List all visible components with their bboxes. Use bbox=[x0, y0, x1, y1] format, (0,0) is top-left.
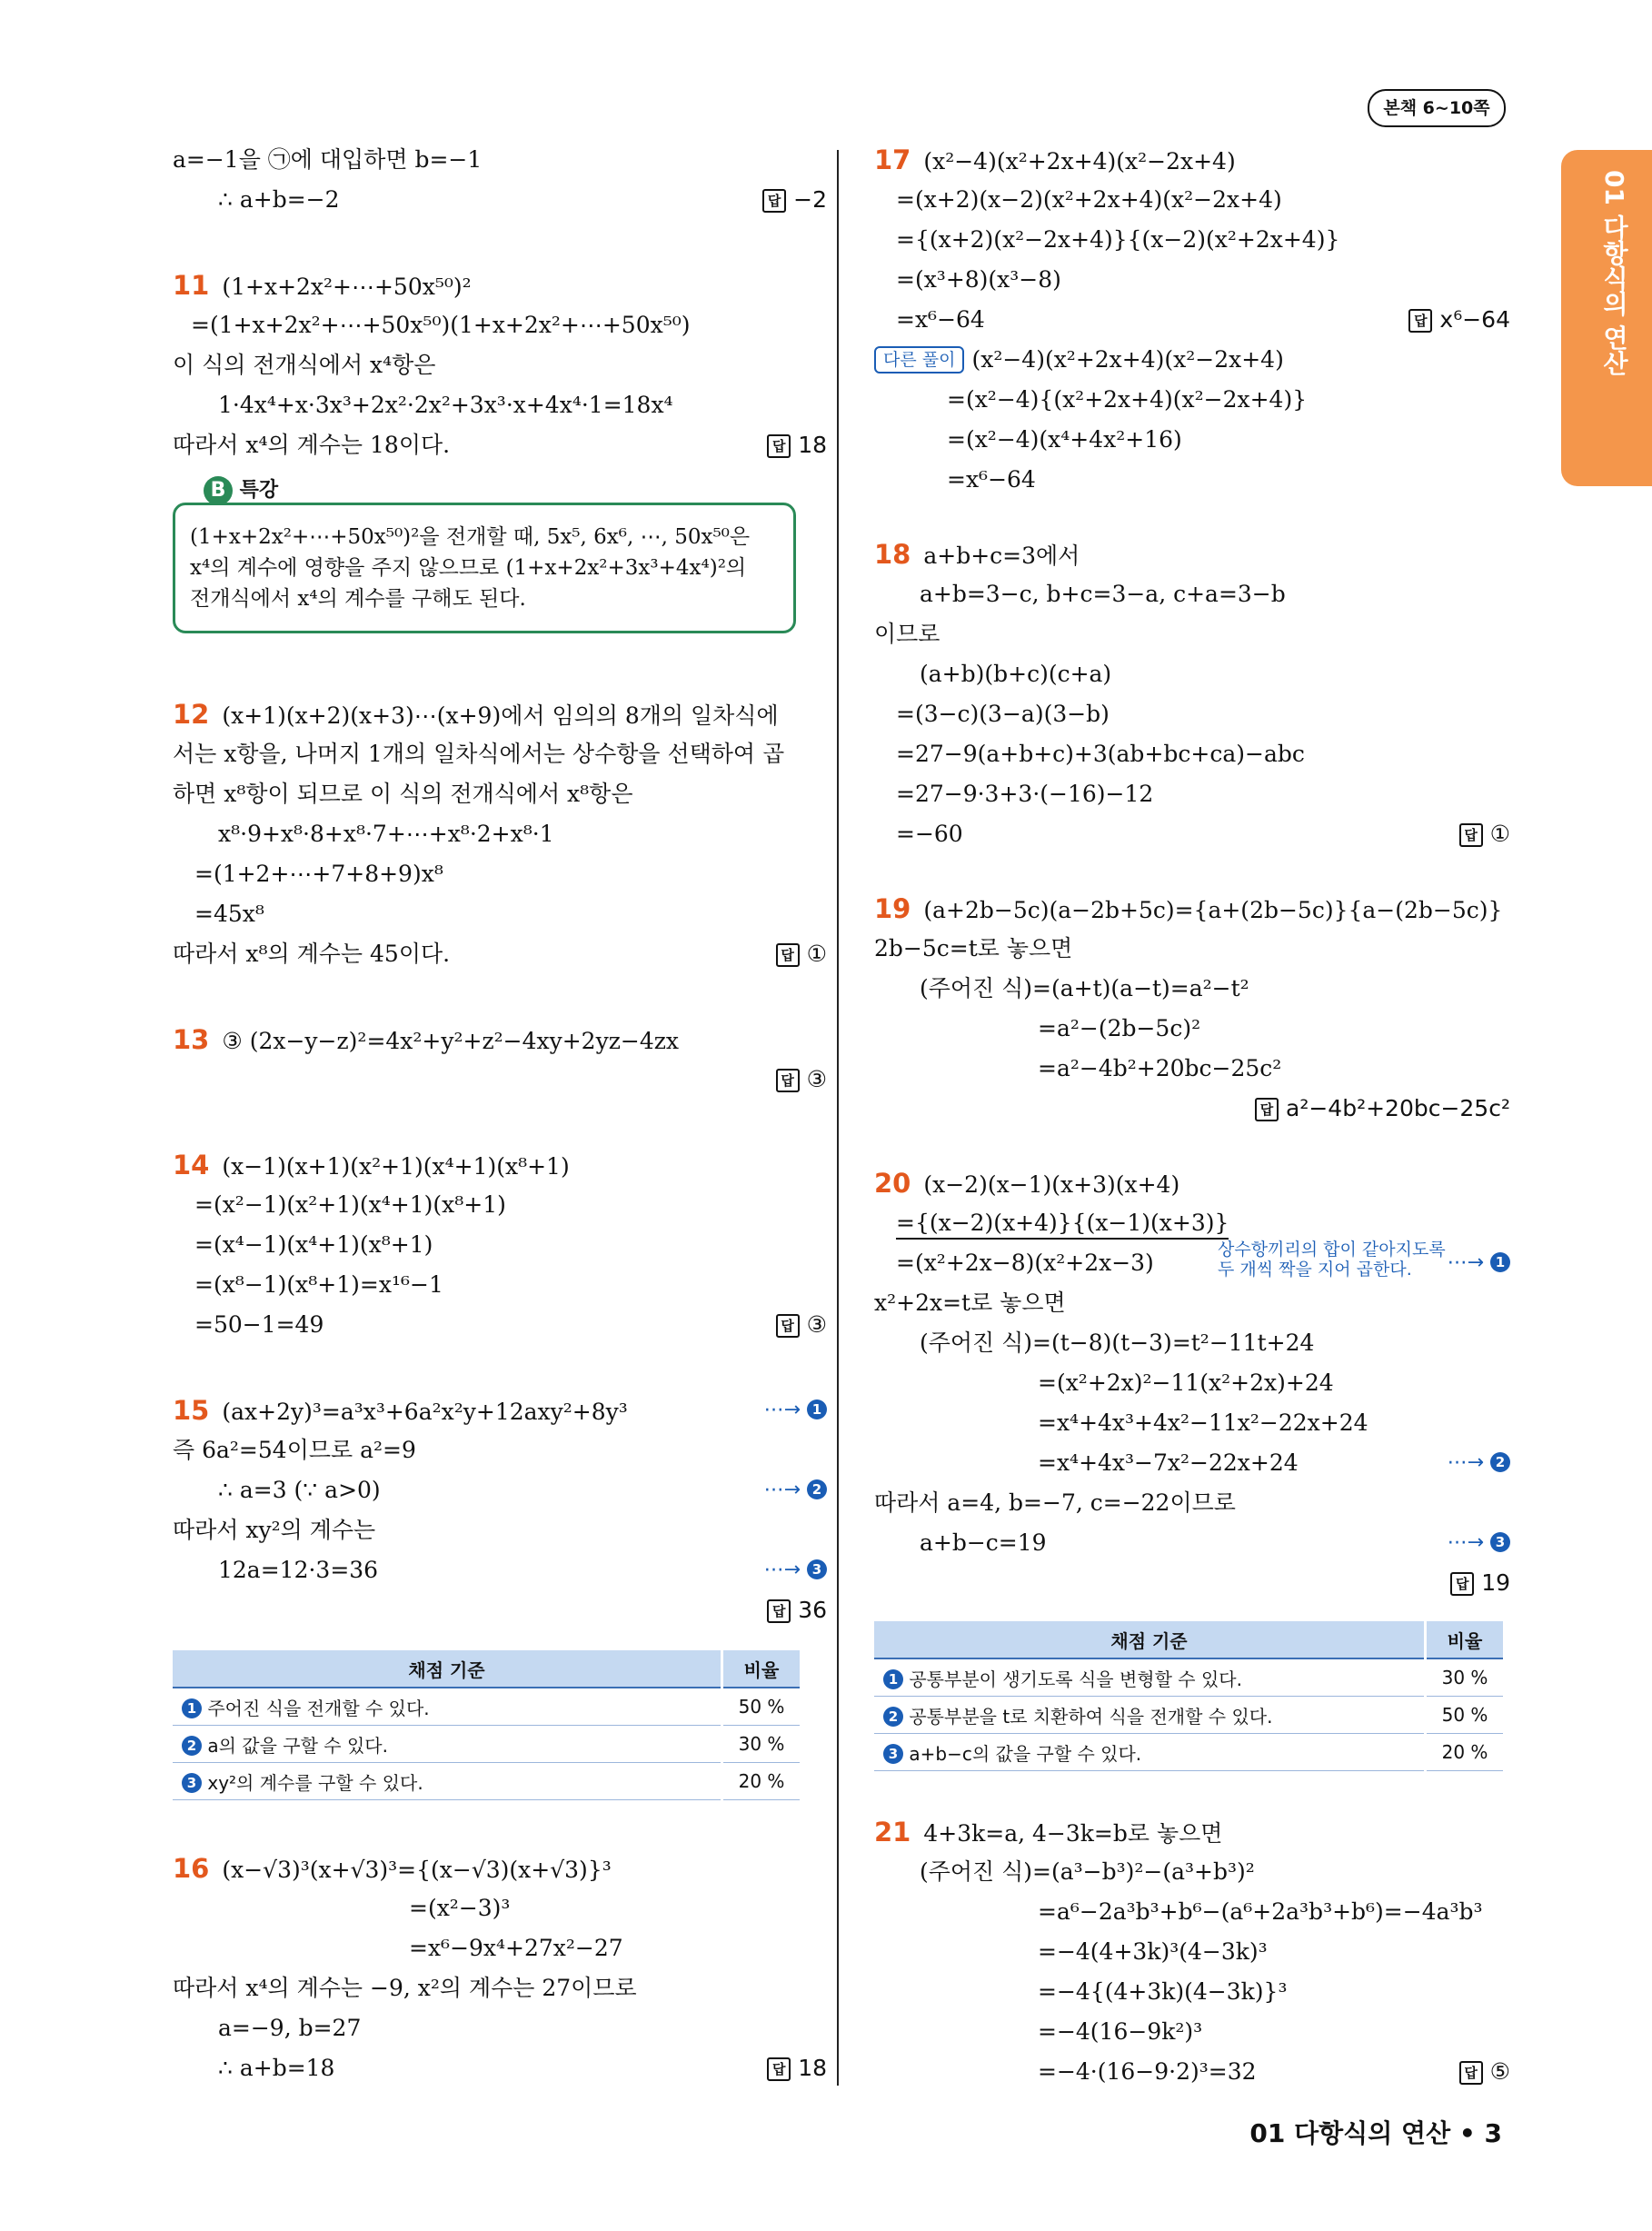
p11-line5: 따라서 x⁴의 계수는 18이다. bbox=[173, 432, 451, 458]
p19-answer: 답 a²−4b²+20bc−25c² bbox=[1255, 1094, 1510, 1123]
p20-line2: ={(x−2)(x+4)}{(x−1)(x+3)} bbox=[896, 1209, 1229, 1240]
p21-line3: =a⁶−2a³b³+b⁶−(a⁶+2a³b³+b⁶)=−4a³b³ bbox=[1038, 1898, 1483, 1925]
page-ref-badge: 본책 6~10쪽 bbox=[1368, 89, 1506, 127]
p18-line1: 18 a+b+c=3에서 bbox=[874, 539, 1080, 570]
table-row: 2 a의 값을 구할 수 있다. 30 % bbox=[173, 1726, 800, 1763]
tip-line1: (1+x+2x²+⋯+50x⁵⁰)²을 전개할 때, 5x⁵, 6x⁶, ⋯, 50x⁵⁰은 bbox=[190, 525, 751, 549]
tip-b-icon: B bbox=[204, 476, 233, 505]
table-header-criteria: 채점 기준 bbox=[173, 1650, 722, 1688]
scoring-table-left bbox=[173, 1650, 800, 1800]
p19-line1: 19 (a+2b−5c)(a−2b+5c)={a+(2b−5c)}{a−(2b−5c)} bbox=[874, 893, 1503, 924]
tip-line2: x⁴의 계수에 영향을 주지 않으므로 (1+x+2x²+3x³+4x⁴)²의 bbox=[190, 556, 747, 580]
p18-line2: a+b=3−c, b+c=3−a, c+a=3−b bbox=[920, 581, 1286, 607]
answer-icon: 답 bbox=[1459, 2061, 1483, 2085]
p12-line6: =45x⁸ bbox=[194, 901, 264, 927]
p20-line8: =x⁴+4x³−7x²−22x+24 bbox=[1038, 1449, 1299, 1476]
p12-line2: 서는 x항을, 나머지 1개의 일차식에서는 상수항을 선택하여 곱 bbox=[173, 741, 785, 767]
p19-line5: =a²−4b²+20bc−25c² bbox=[1038, 1055, 1282, 1081]
step-marker-3: ⋯→ 3 bbox=[1448, 1529, 1510, 1558]
p18-line8: =−60 bbox=[896, 821, 963, 847]
answer-icon: 답 bbox=[1459, 823, 1483, 847]
answer-icon: 답 bbox=[762, 189, 786, 213]
problem-number: 13 bbox=[173, 1024, 210, 1055]
step-marker-1: ⋯→ 1 bbox=[1448, 1249, 1510, 1278]
p11-line2: =(1+x+2x²+⋯+50x⁵⁰)(1+x+2x²+⋯+50x⁵⁰) bbox=[191, 312, 691, 338]
p21-line7: =−4·(16−9·2)³=32 bbox=[1038, 2058, 1257, 2085]
p21-line5: =−4{(4+3k)(4−3k)}³ bbox=[1038, 1978, 1288, 2005]
p20-line1: 20 (x−2)(x−1)(x+3)(x+4) bbox=[874, 1168, 1180, 1199]
p16-line5: a=−9, b=27 bbox=[218, 2015, 362, 2041]
p13-line1: 13 ③ (2x−y−z)²=4x²+y²+z²−4xy+2yz−4zx bbox=[173, 1024, 679, 1055]
p19-line3: (주어진 식)=(a+t)(a−t)=a²−t² bbox=[920, 975, 1249, 1001]
p17-alt-line3: =(x²−4)(x⁴+4x²+16) bbox=[947, 426, 1182, 453]
p20-line6: =(x²+2x)²−11(x²+2x)+24 bbox=[1038, 1369, 1334, 1396]
answer-icon: 답 bbox=[1408, 309, 1432, 333]
page-footer: 01 다항식의 연산 • 3 bbox=[1249, 2118, 1502, 2148]
p10-line1: a=−1을 ㉠에 대입하면 b=−1 bbox=[173, 146, 483, 173]
p16-answer: 답 18 bbox=[767, 2054, 827, 2083]
problem-number: 17 bbox=[874, 144, 911, 175]
p15-line1: 15 (ax+2y)³=a³x³+6a²x²y+12axy²+8y³ bbox=[173, 1395, 628, 1426]
p10-answer: 답 −2 bbox=[762, 185, 827, 214]
problem-number: 18 bbox=[874, 539, 911, 570]
p17-alt-line4: =x⁶−64 bbox=[947, 466, 1036, 493]
p11-line4: 1·4x⁴+x·3x³+2x²·2x²+3x³·x+4x⁴·1=18x⁴ bbox=[218, 392, 673, 418]
answer-icon: 답 bbox=[776, 943, 800, 967]
table-header-ratio: 비율 bbox=[722, 1650, 801, 1688]
p16-line3: =x⁶−9x⁴+27x²−27 bbox=[409, 1935, 623, 1961]
p16-line1: 16 (x−√3)³(x+√3)³={(x−√3)(x+√3)}³ bbox=[173, 1853, 612, 1884]
p15-line5: 12a=12·3=36 bbox=[218, 1557, 379, 1583]
p19-line2: 2b−5c=t로 놓으면 bbox=[874, 935, 1073, 961]
p12-line3: 하면 x⁸항이 되므로 이 식의 전개식에서 x⁸항은 bbox=[173, 781, 633, 807]
p21-line2: (주어진 식)=(a³−b³)²−(a³+b³)² bbox=[920, 1858, 1255, 1885]
step-marker-3: ⋯→ 3 bbox=[764, 1556, 827, 1585]
p21-line6: =−4(16−9k²)³ bbox=[1038, 2018, 1203, 2045]
p14-line1: 14 (x−1)(x+1)(x²+1)(x⁴+1)(x⁸+1) bbox=[173, 1150, 570, 1180]
p18-line4: (a+b)(b+c)(c+a) bbox=[920, 661, 1112, 687]
table-row: 3 xy²의 계수를 구할 수 있다. 20 % bbox=[173, 1763, 800, 1800]
p11-line3: 이 식의 전개식에서 x⁴항은 bbox=[173, 352, 436, 378]
p20-line5: (주어진 식)=(t−8)(t−3)=t²−11t+24 bbox=[920, 1330, 1315, 1356]
p14-line4: =(x⁸−1)(x⁸+1)=x¹⁶−1 bbox=[194, 1271, 443, 1298]
problem-number: 11 bbox=[173, 270, 210, 301]
problem-number: 16 bbox=[173, 1853, 210, 1884]
answer-icon: 답 bbox=[767, 1599, 791, 1623]
p21-answer: 답 ⑤ bbox=[1459, 2057, 1510, 2087]
table-header-criteria: 채점 기준 bbox=[874, 1621, 1426, 1658]
problem-number: 12 bbox=[173, 699, 210, 730]
answer-icon: 답 bbox=[767, 2057, 791, 2081]
p18-line5: =(3−c)(3−a)(3−b) bbox=[896, 701, 1110, 727]
p21-line1: 21 4+3k=a, 4−3k=b로 놓으면 bbox=[874, 1817, 1223, 1848]
answer-icon: 답 bbox=[776, 1069, 800, 1092]
p17-answer: 답 x⁶−64 bbox=[1408, 305, 1510, 334]
p15-line2: 즉 6a²=54이므로 a²=9 bbox=[173, 1437, 416, 1463]
p21-line4: =−4(4+3k)³(4−3k)³ bbox=[1038, 1938, 1268, 1965]
p20-note: 상수항끼리의 합이 같아지도록 두 개씩 짝을 지어 곱한다. bbox=[1218, 1240, 1446, 1280]
alt-solution-badge: 다른 풀이 bbox=[874, 346, 964, 373]
p20-line4: x²+2x=t로 놓으면 bbox=[874, 1290, 1066, 1316]
answer-icon: 답 bbox=[767, 434, 791, 458]
p17-line4: =(x³+8)(x³−8) bbox=[896, 266, 1061, 293]
answer-icon: 답 bbox=[1450, 1572, 1474, 1596]
table-header-ratio: 비율 bbox=[1426, 1621, 1504, 1658]
p17-line2: =(x+2)(x−2)(x²+2x+4)(x²−2x+4) bbox=[896, 186, 1282, 213]
p14-answer: 답 ③ bbox=[776, 1310, 827, 1340]
table-row: 1 주어진 식을 전개할 수 있다. 50 % bbox=[173, 1688, 800, 1726]
problem-number: 21 bbox=[874, 1817, 911, 1848]
p17-line3: ={(x+2)(x²−2x+4)}{(x−2)(x²+2x+4)} bbox=[896, 226, 1340, 253]
column-divider bbox=[837, 150, 839, 2086]
step-marker-1: ⋯→ 1 bbox=[764, 1396, 827, 1425]
p20-line3: =(x²+2x−8)(x²+2x−3) bbox=[896, 1250, 1154, 1276]
p17-line1: 17 (x²−4)(x²+2x+4)(x²−2x+4) bbox=[874, 144, 1236, 175]
table-row: 3 a+b−c의 값을 구할 수 있다. 20 % bbox=[874, 1734, 1503, 1771]
table-row: 2 공통부분을 t로 치환하여 식을 전개할 수 있다. 50 % bbox=[874, 1697, 1503, 1734]
p14-line5: =50−1=49 bbox=[194, 1311, 324, 1338]
tip-box bbox=[173, 503, 796, 633]
p10-line2: ∴ a+b=−2 bbox=[218, 186, 340, 213]
p18-line6: =27−9(a+b+c)+3(ab+bc+ca)−abc bbox=[896, 741, 1305, 767]
p16-line6: ∴ a+b=18 bbox=[218, 2055, 335, 2081]
p20-line9: 따라서 a=4, b=−7, c=−22이므로 bbox=[874, 1489, 1236, 1516]
p20-line10: a+b−c=19 bbox=[920, 1529, 1047, 1556]
scoring-table-right bbox=[874, 1621, 1503, 1771]
problem-number: 20 bbox=[874, 1168, 911, 1199]
step-marker-2: ⋯→ 2 bbox=[764, 1476, 827, 1505]
answer-icon: 답 bbox=[1255, 1098, 1279, 1121]
p14-line2: =(x²−1)(x²+1)(x⁴+1)(x⁸+1) bbox=[194, 1191, 506, 1218]
p12-answer: 답 ① bbox=[776, 940, 827, 969]
problem-number: 15 bbox=[173, 1395, 210, 1426]
answer-icon: 답 bbox=[776, 1314, 800, 1338]
p18-line7: =27−9·3+3·(−16)−12 bbox=[896, 781, 1154, 807]
tip-line3: 전개식에서 x⁴의 계수를 구해도 된다. bbox=[190, 587, 526, 611]
p12-line4: x⁸·9+x⁸·8+x⁸·7+⋯+x⁸·2+x⁸·1 bbox=[218, 821, 554, 847]
p11-line1: 11 (1+x+2x²+⋯+50x⁵⁰)² bbox=[173, 270, 472, 301]
table-row: 1 공통부분이 생기도록 식을 변형할 수 있다. 30 % bbox=[874, 1658, 1503, 1697]
p11-answer: 답 18 bbox=[767, 431, 827, 460]
p17-line5: =x⁶−64 bbox=[896, 306, 985, 333]
p20-answer: 답 19 bbox=[1450, 1569, 1510, 1598]
p14-line3: =(x⁴−1)(x⁴+1)(x⁸+1) bbox=[194, 1231, 433, 1258]
p18-line3: 이므로 bbox=[874, 621, 940, 647]
side-tab[interactable] bbox=[1561, 150, 1652, 486]
p17-alt-line1: 다른 풀이 (x²−4)(x²+2x+4)(x²−2x+4) bbox=[874, 345, 1284, 374]
p12-line5: =(1+2+⋯+7+8+9)x⁸ bbox=[194, 861, 443, 887]
problem-number: 14 bbox=[173, 1150, 210, 1180]
step-marker-2: ⋯→ 2 bbox=[1448, 1449, 1510, 1478]
p15-line4: 따라서 xy²의 계수는 bbox=[173, 1517, 376, 1543]
p15-answer: 답 36 bbox=[767, 1596, 827, 1625]
problem-number: 19 bbox=[874, 893, 911, 924]
side-tab-label: 01 다항식의 연산 bbox=[1599, 170, 1629, 376]
p13-answer: 답 ③ bbox=[776, 1065, 827, 1094]
p12-line7: 따라서 x⁸의 계수는 45이다. bbox=[173, 941, 451, 967]
tip-label: B 특강 bbox=[204, 474, 278, 505]
p17-alt-line2: =(x²−4){(x²+2x+4)(x²−2x+4)} bbox=[947, 386, 1308, 413]
p20-line7: =x⁴+4x³+4x²−11x²−22x+24 bbox=[1038, 1409, 1368, 1436]
p12-line1: 12 (x+1)(x+2)(x+3)⋯(x+9)에서 임의의 8개의 일차식에 bbox=[173, 699, 779, 730]
p16-line4: 따라서 x⁴의 계수는 −9, x²의 계수는 27이므로 bbox=[173, 1975, 637, 2001]
p18-answer: 답 ① bbox=[1459, 820, 1510, 849]
p15-line3: ∴ a=3 (∵ a>0) bbox=[218, 1477, 381, 1503]
p16-line2: =(x²−3)³ bbox=[409, 1895, 511, 1921]
p19-line4: =a²−(2b−5c)² bbox=[1038, 1015, 1201, 1041]
